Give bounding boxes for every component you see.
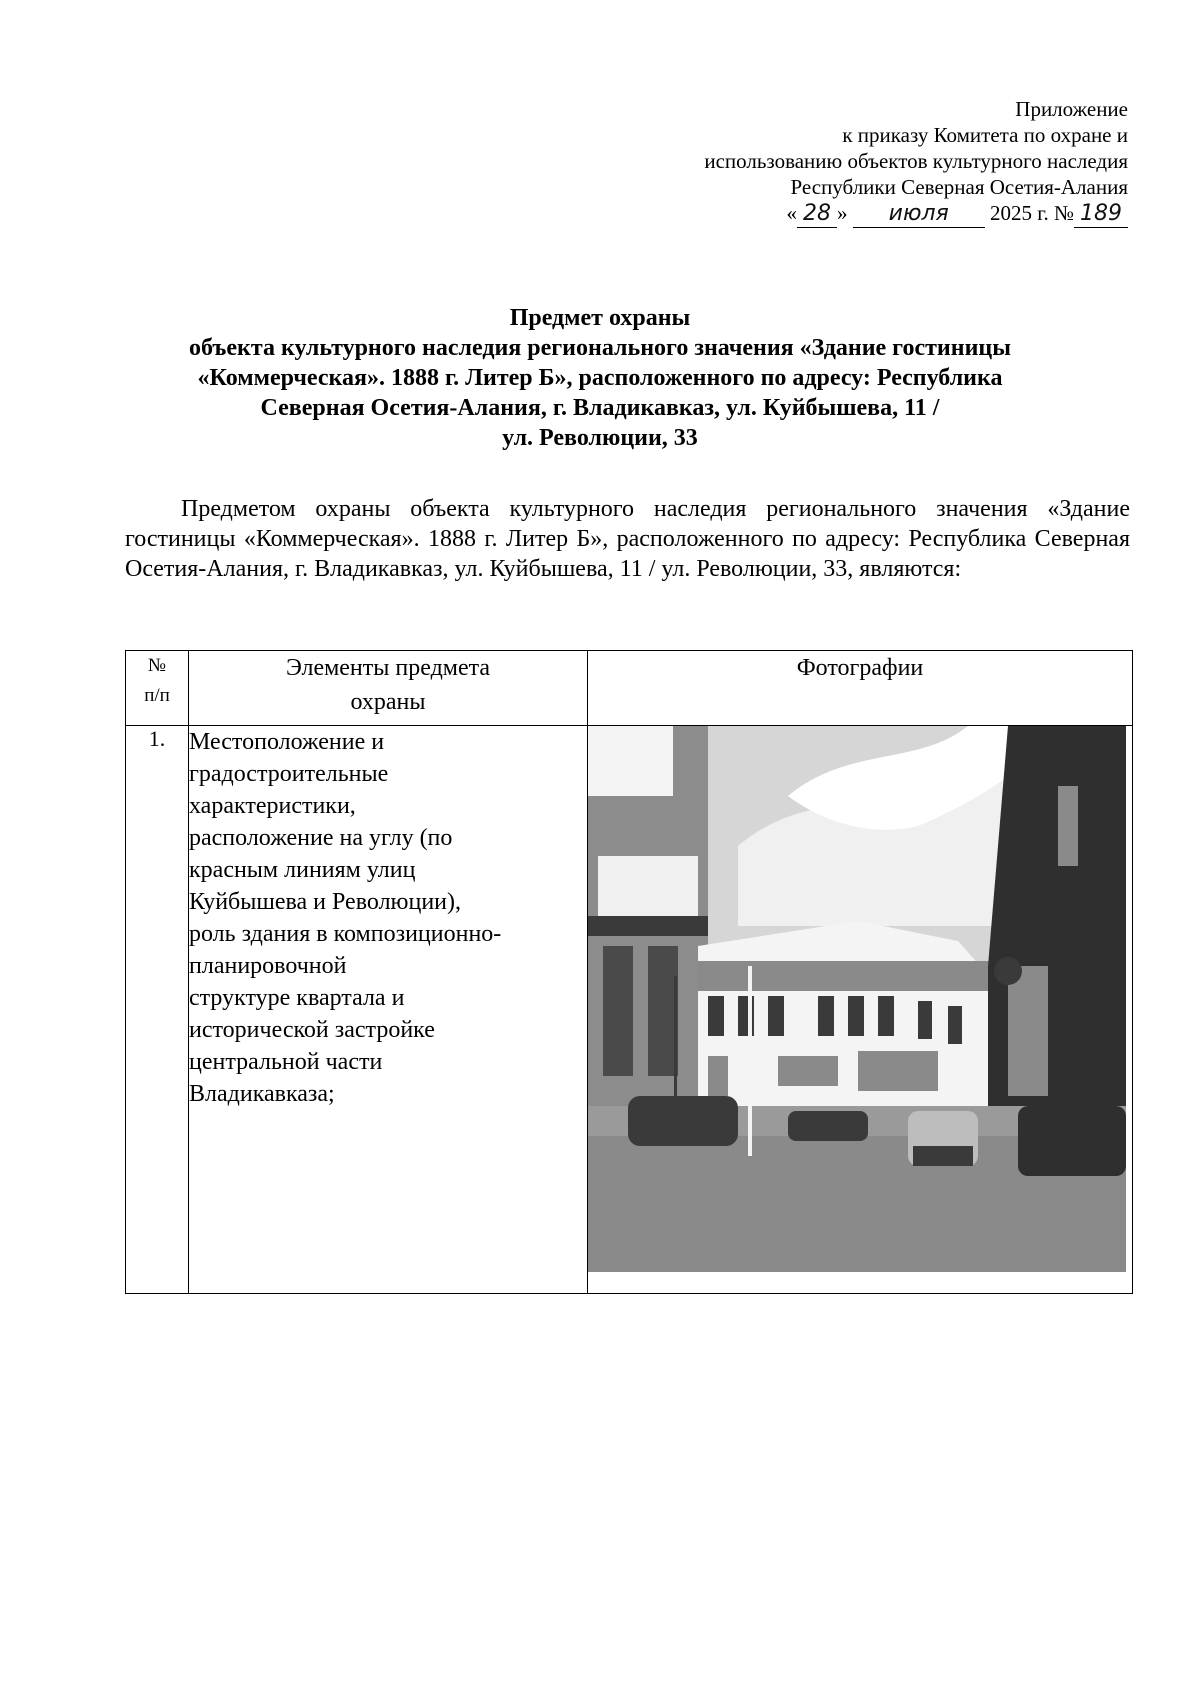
description-line: исторической застройке	[189, 1017, 435, 1043]
description-line: красным линиям улиц	[189, 857, 416, 883]
year-number-label: 2025 г. №	[989, 201, 1074, 225]
handwritten-month: июля	[853, 201, 985, 228]
appendix-order-line: к приказу Комитета по охране и	[842, 123, 1128, 147]
description-line: центральной части	[189, 1049, 383, 1075]
table-header-row	[126, 651, 1133, 726]
header-photos: Фотографии	[588, 651, 1133, 726]
header-number	[126, 651, 189, 726]
header-elements-line-2: охраны	[350, 689, 426, 715]
header-number-sign: №	[147, 655, 167, 676]
table-row	[126, 726, 1133, 1294]
title-line-2: объекта культурного наследия регионального значения «Здание гостиницы	[189, 335, 1011, 361]
street-photo-icon	[588, 726, 1126, 1272]
description-line: планировочной	[189, 953, 347, 979]
appendix-republic-line: Республики Северная Осетия-Алания	[790, 175, 1128, 199]
header-elements-line-1: Элементы предмета	[285, 655, 491, 681]
description-line: роль здания в композиционно-	[189, 921, 502, 947]
header-number-abbr: п/п	[144, 685, 170, 706]
description-line: Владикавказа;	[189, 1081, 335, 1107]
protection-elements-table	[125, 650, 1133, 1294]
description-line: структуре квартала и	[189, 985, 405, 1011]
description-line: характеристики,	[189, 793, 356, 819]
quote-open: «	[786, 201, 797, 225]
header-elements	[189, 651, 588, 726]
appendix-committee-line: использованию объектов культурного наследия	[704, 149, 1128, 173]
handwritten-order-number: 189	[1074, 201, 1128, 228]
title-line-4: Северная Осетия-Алания, г. Владикавказ, ул. Куйбышева, 11 /	[260, 395, 940, 421]
row-photo-cell	[588, 726, 1133, 1294]
quote-close: »	[836, 201, 848, 225]
description-line: Куйбышева и Революции),	[189, 889, 461, 915]
title-line-5: ул. Революции, 33	[502, 425, 698, 451]
handwritten-day: 28	[797, 201, 837, 228]
description-line: расположение на углу (по	[189, 825, 453, 851]
row-element-description	[189, 726, 588, 1294]
description-line: градостроительные	[189, 761, 389, 787]
document-title	[120, 303, 1080, 453]
row-number: 1.	[126, 726, 189, 1294]
title-line-1: Предмет охраны	[509, 305, 691, 331]
appendix-header	[704, 96, 1128, 228]
appendix-date-line	[704, 200, 1128, 228]
description-line: Местоположение и	[189, 729, 385, 755]
appendix-title: Приложение	[1015, 97, 1128, 121]
title-line-3: «Коммерческая». 1888 г. Литер Б», расположенного по адресу: Республика	[197, 365, 1003, 391]
intro-paragraph: Предметом охраны объекта культурного наследия регионального значения «Здание гостиницы «Коммерческая». 1888 г. Литер Б», расположенного по адресу: Республика Северная Осетия-Алания, г. Владикавказ, ул. Куйбышева, 11 / ул. Революции, 33, являются:	[125, 496, 1130, 582]
